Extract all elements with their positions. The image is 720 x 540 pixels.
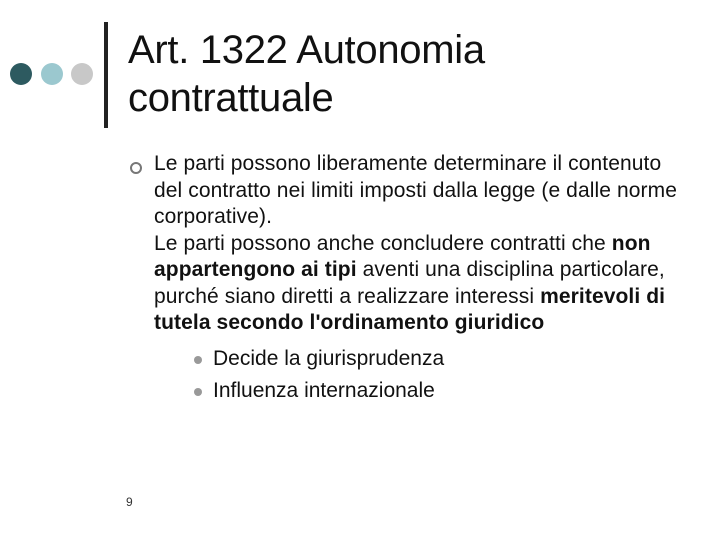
ring-bullet-icon [130,162,142,174]
filled-bullet-icon [194,356,202,364]
page-number: 9 [126,495,133,509]
sub-list [154,343,688,407]
sub-item-label: Decide la giurisprudenza [213,346,445,370]
light-teal-dot [41,63,63,85]
sub-list-item [194,343,688,375]
bold-text: meritevoli di tutela secondo l'ordinamento giuridico [154,284,666,334]
text-run: Le parti possono anche concludere contratti che [154,231,612,255]
content-list [128,151,688,407]
bold-text: non appartengono ai tipi [154,231,651,281]
list-item [128,151,688,407]
text-run: aventi una disciplina particolare, purché siano diretti a realizzare interessi [154,258,665,308]
slide-title [128,26,688,122]
filled-bullet-icon [194,388,202,396]
slide-title-line1: Art. 1322 Autonomia [128,28,485,72]
sub-list-item [194,375,688,407]
body-paragraph-1: Le parti possono liberamente determinare il contenuto del contratto nei limiti imposti dalla legge (e dalle norme corporative). [154,152,677,228]
title-divider-bar [104,22,108,128]
sub-item-label: Influenza internazionale [213,378,435,402]
body-paragraph-2 [154,231,688,337]
gray-dot [71,63,93,85]
slide-title-line2: contrattuale [128,76,334,120]
dark-teal-dot [10,63,32,85]
